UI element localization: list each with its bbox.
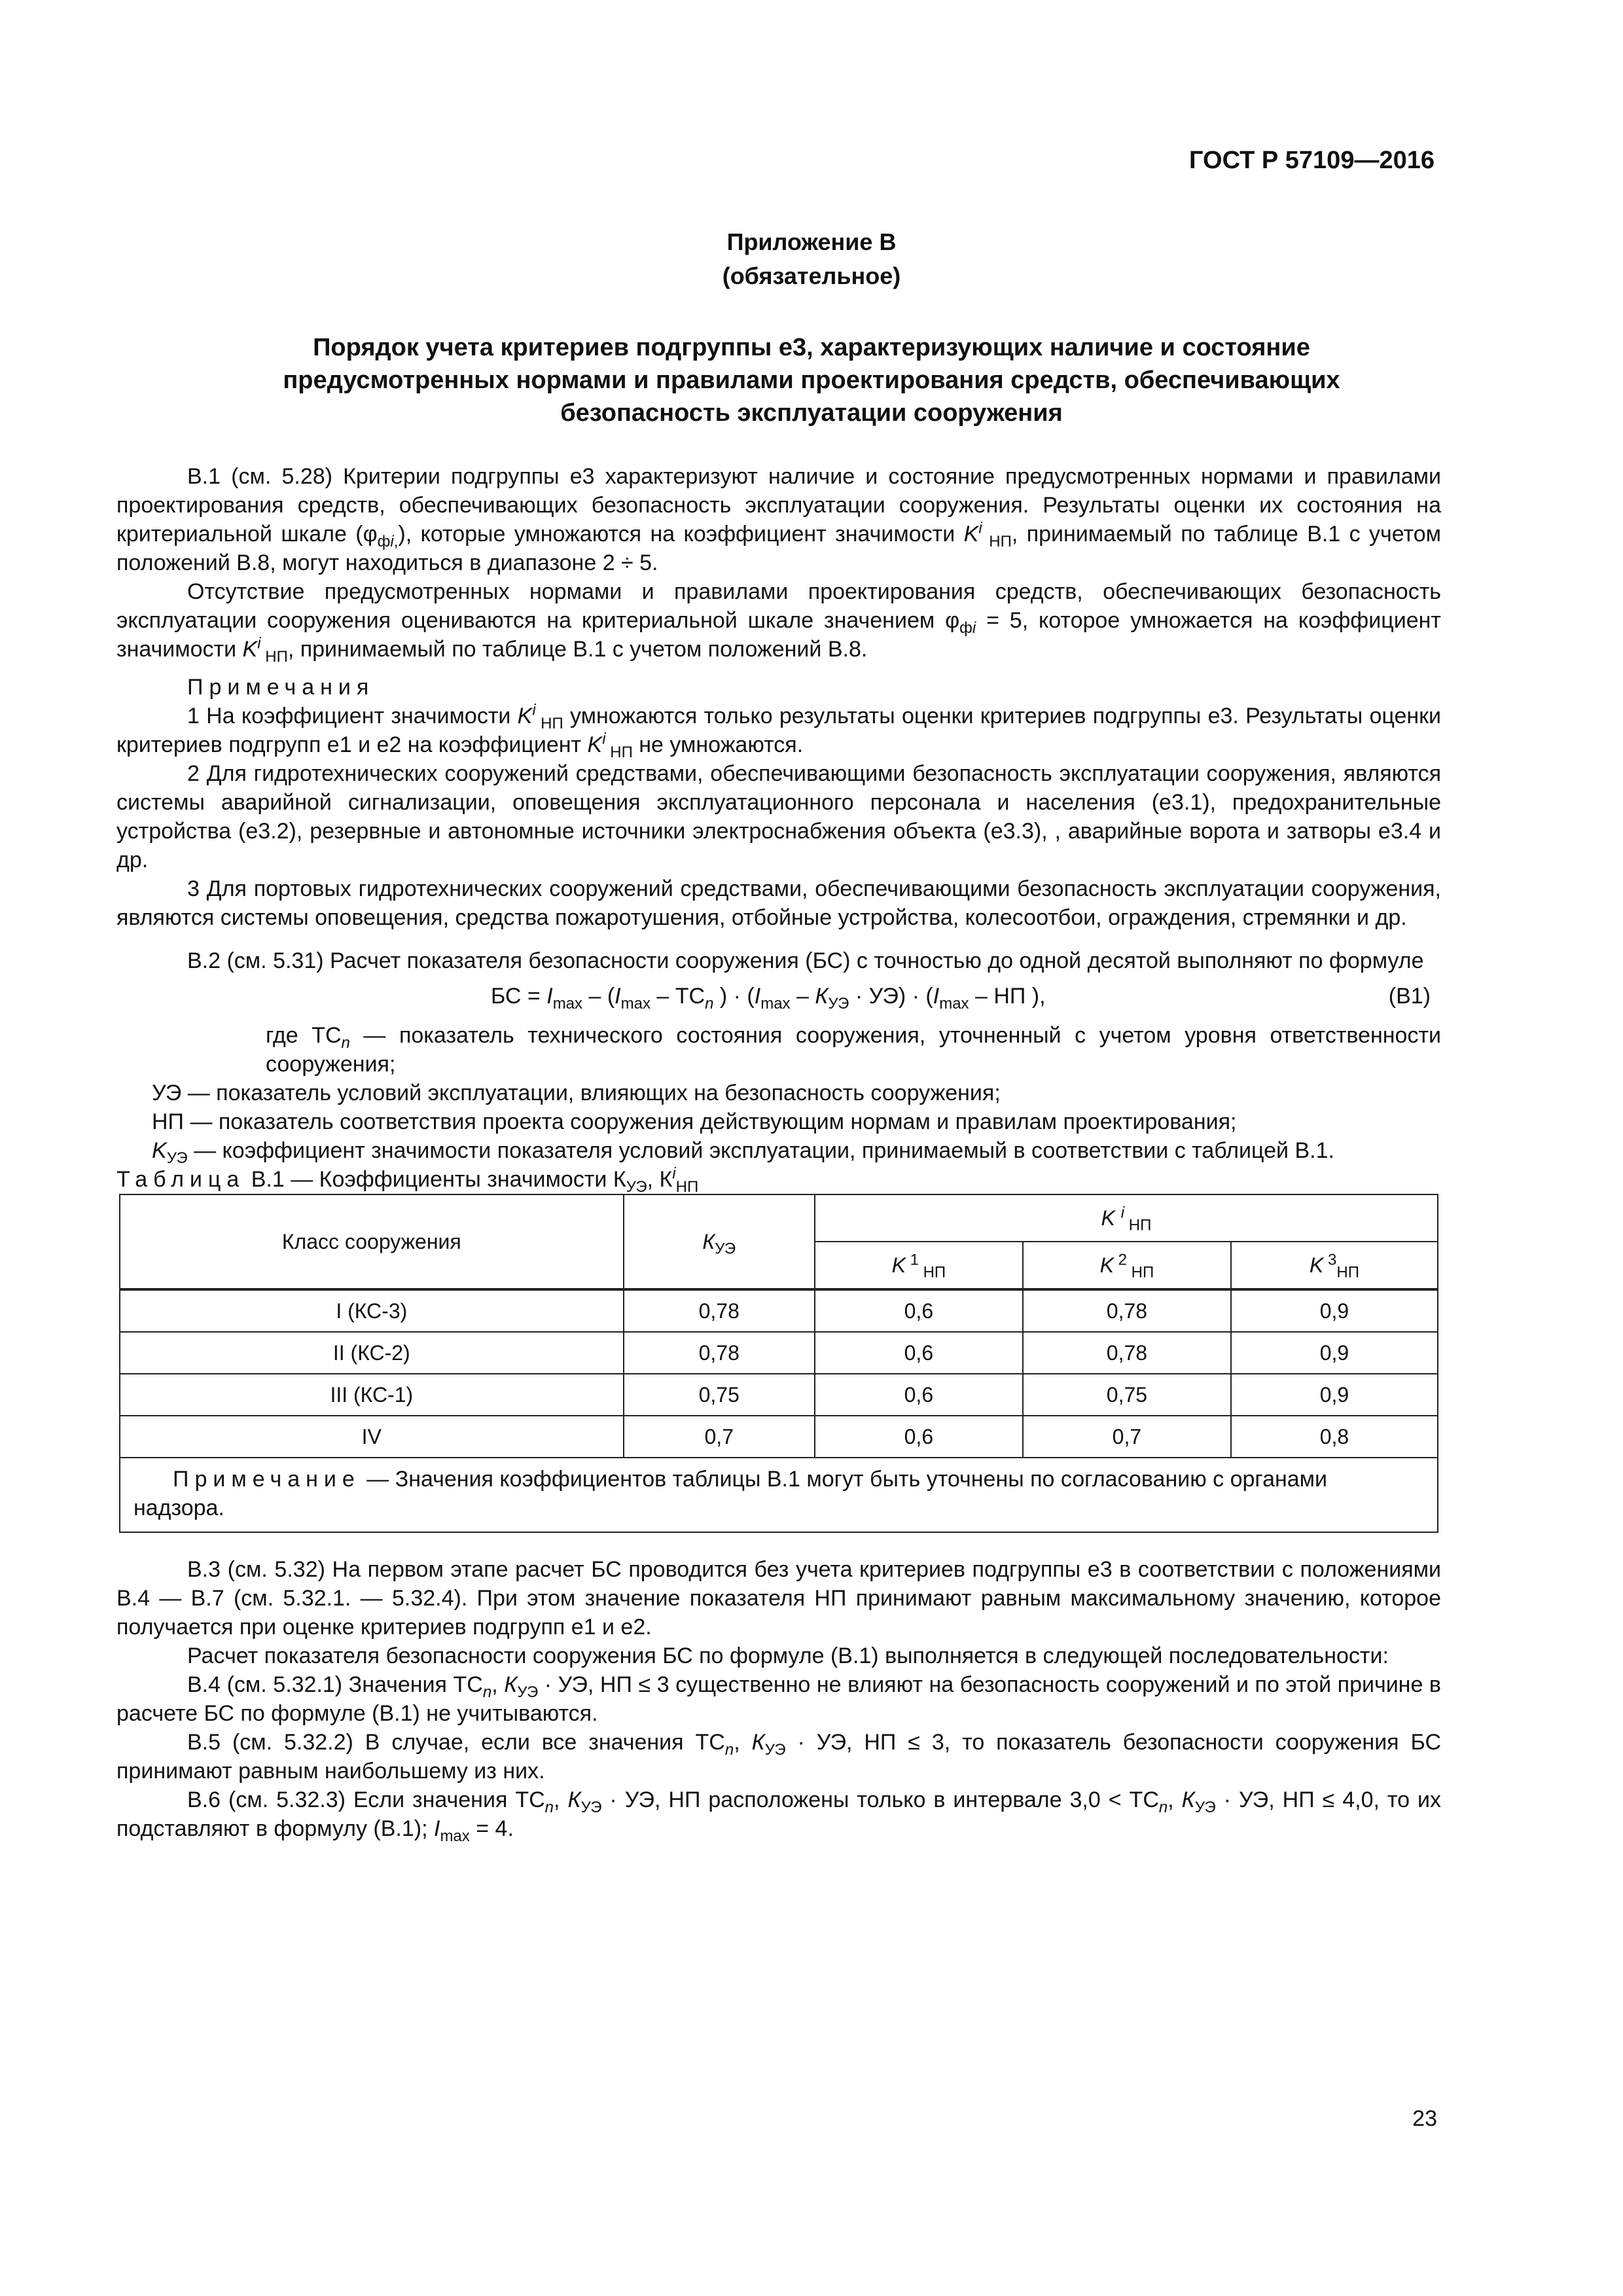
paragraph-b4: В.4 (см. 5.32.1) Значения $ТС_n$, $К_{УЭ}$ · УЭ, НП ≤ 3 существенно не влияют на безопасность сооружений и по этой причине в расчете БС по формуле (В.1) не учитываются. (116, 1672, 1441, 1726)
appendix-heading (0, 225, 1623, 293)
appendix-title: Порядок учета критериев подгруппы е3, характеризующих наличие и состояние предусмотренных нормами и правилами проектирования средств, обеспечивающих безопасность эксплуатации сооружения (283, 334, 1340, 427)
coefficients-table (119, 1194, 1438, 1533)
header-knp: K $^i$ $_{НП}$ (815, 1194, 1438, 1242)
formula-legend (116, 1021, 1441, 1165)
note-2: 2 Для гидротехнических сооружений средствами, обеспечивающими безопасность эксплуатации сооружения, являются системы аварийной сигнализации, оповещения эксплуатационного персонала и населения (е3.1), предохранительные устройства (е3.2), резервные и автономные источники электроснабжения объекта (е3.3), , аварийные ворота и затворы е3.4 и др. (116, 761, 1441, 872)
paragraph-b3: В.3 (см. 5.32) На первом этапе расчет БС проводится без учета критериев подгруппы е3 в соответствии с положениями В.4 — В.7 (см. 5.32.1. — 5.32.4). При этом значение показателя НП принимают равным максимальному значению, которое получается при оценке критериев подгрупп е1 и е2. (116, 1557, 1441, 1640)
table-row: III (КС-1) 0,75 0,6 0,75 0,9 (120, 1374, 1438, 1416)
table-note: Примечание — Значения коэффициентов таблицы В.1 могут быть уточнены по согласованию с органами надзора. (120, 1458, 1438, 1532)
notes-heading: Примечания (187, 675, 375, 700)
legend-tc: где $ТС_n$ — показатель технического состояния сооружения, уточненный с учетом уровня ответственности сооружения; (266, 1023, 1442, 1077)
note-1: 1 На коэффициент значимости $K^i$ $_{НП}$ умножаются только результаты оценки критериев подгруппы е3. Результаты оценки критериев подгрупп е1 и е2 на коэффициент $K^i$ $_{НП}$ не умножаются. (116, 701, 1442, 761)
legend-np: НП — показатель соответствия проекта сооружения действующим нормам и правилам проектирования; (152, 1109, 1237, 1134)
legend-kue: $K_{УЭ}$ — коэффициент значимости показателя условий эксплуатации, принимаемый в соответствии с таблицей В.1. (152, 1138, 1334, 1167)
header-kue: $К_{УЭ}$ (624, 1194, 815, 1289)
header-k1np: K $^1$ $_{НП}$ (815, 1242, 1023, 1289)
paragraph-b1: В.1 (см. 5.28) Критерии подгруппы е3 характеризуют наличие и состояние предусмотренных нормами и правилами проектирования средств, обеспечивающих безопасность эксплуатации сооружения. Результаты оценки их состояния на критериальной шкале $(\varphi_{фi,})$, которые умножаются на коэффициент значимости $K^i$ $_{НП}$, принимаемый по таблице В.1 с учетом положений В.8, могут находиться в диапазоне 2 ÷ 5. (116, 464, 1442, 575)
main-content (116, 462, 1441, 1843)
table-row: II (КС-2) 0,78 0,6 0,78 0,9 (120, 1332, 1438, 1374)
table-row: IV 0,7 0,6 0,7 0,8 (120, 1416, 1438, 1458)
paragraph-sequence: Расчет показателя безопасности сооружения БС по формуле (В.1) выполняется в следующей последовательности: (187, 1643, 1389, 1668)
formula-number: (В1) (1388, 984, 1431, 1009)
formula-b1 (116, 982, 1441, 1014)
table-note-row (120, 1458, 1438, 1532)
formula-expression: БС = $I_{max} - (I_{max} - ТС_n$ ) · $(I_{max} - К_{УЭ} \cdot УЭ) \cdot (I_{max}$ – НП ), (491, 984, 1046, 1013)
table-caption: Таблица В.1 — Коэффициенты значимости $К_{УЭ}$, $К^i_{НП}$ (116, 1164, 699, 1196)
page-number: 23 (1412, 2106, 1437, 2131)
standard-code: ГОСТ Р 57109—2016 (1189, 147, 1435, 174)
header-k2np: K $^2$ $_{НП}$ (1023, 1242, 1231, 1289)
paragraph-b2: В.2 (см. 5.31) Расчет показателя безопасности сооружения (БС) с точностью до одной десятой выполняют по формуле (187, 948, 1424, 973)
header-class: Класс сооружения (120, 1194, 624, 1289)
note-3: 3 Для портовых гидротехнических сооружений средствами, обеспечивающими безопасность эксплуатации сооружения, являются системы оповещения, средства пожаротушения, отбойные устройства, колесоотбои, ограждения, стремянки и др. (116, 876, 1441, 930)
paragraph-b5: В.5 (см. 5.32.2) В случае, если все значения $ТС_n$, $К_{УЭ}$ · УЭ, НП ≤ 3, то показатель безопасности сооружения БС принимают равным наибольшему из них. (116, 1730, 1441, 1784)
table-row: I (КС-3) 0,78 0,6 0,78 0,9 (120, 1289, 1438, 1332)
table-header-row-1 (120, 1194, 1438, 1242)
appendix-status: (обязательное) (722, 262, 901, 289)
paragraph-b6: В.6 (см. 5.32.3) Если значения $ТС_n$, $К_{УЭ}$ · УЭ, НП расположены только в интервале $3,0 < ТС_n$, $К_{УЭ}$ · УЭ, НП ≤ 4,0, то их подставляют в формулу (В.1); $I_{max} = 4$. (116, 1787, 1441, 1845)
appendix-label: Приложение В (726, 228, 897, 255)
paragraph-absence: Отсутствие предусмотренных нормами и правилами проектирования средств, обеспечивающих безопасность эксплуатации сооружения оцениваются на критериальной шкале значением $\varphi_{фi} = 5$, которое умножается на коэффициент значимости $K^i$ $_{НП}$, принимаемый по таблице В.1 с учетом положений В.8. (116, 579, 1441, 666)
header-k3np: K $^3_{НП}$ (1231, 1242, 1438, 1289)
legend-ue: УЭ — показатель условий эксплуатации, влияющих на безопасность сооружения; (152, 1081, 1001, 1105)
